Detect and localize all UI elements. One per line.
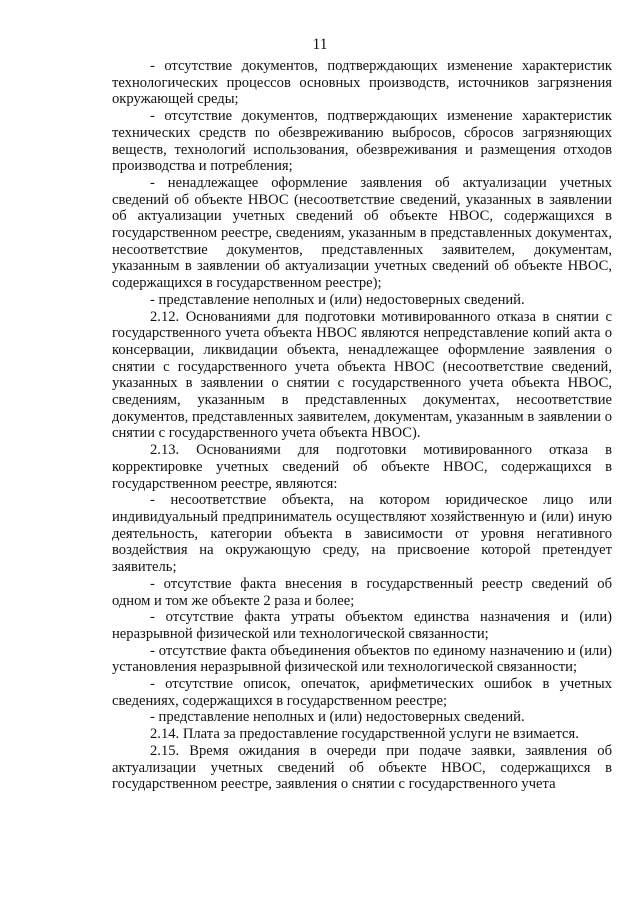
paragraph-unity-loss: - отсутствие факта утраты объектом единства назначения и (или) неразрывной физической или технологической связанности; — [112, 609, 612, 642]
paragraph-typos: - отсутствие описок, опечаток, арифметических ошибок в учетных сведениях, содержащихся в государственном реестре; — [112, 676, 612, 709]
paragraph-missing-equipment-docs: - отсутствие документов, подтверждающих изменение характеристик технических средств по обезвреживанию выбросов, сбросов загрязняющих веществ, технологий использования, обезвреживания и размещения отходов производства и потребления; — [112, 108, 612, 175]
paragraph-incomplete-info-2: - представление неполных и (или) недостоверных сведений. — [150, 709, 525, 726]
paragraph-section-2-12: 2.12. Основаниями для подготовки мотивированного отказа в снятии с государственного учета объекта НВОС являются непредставление копий акта о консервации, ликвидации объекта, ненадлежащее оформление заявления о снятии с государственного учета объекта НВОС (несоответствие сведений, указанных в заявлении о снятии с государственного учета объекта НВОС, сведениям, указанным в представленных документах, несоответствие документов, представленных заявителем, документам, указанным в заявлении о снятии с государственного учета объекта НВОС). — [112, 308, 612, 442]
page-number: 11 — [312, 36, 328, 53]
document-body — [112, 58, 612, 793]
paragraph-category-mismatch: - несоответствие объекта, на котором юридическое лицо или индивидуальный предприниматель осуществляют хозяйственную и (или) иную деятельность, категории объекта в зависимости от уровня негативного воздействия на окружающую среду, на присвоение которой претендует заявитель; — [112, 492, 612, 576]
paragraph-missing-process-docs: - отсутствие документов, подтверждающих изменение характеристик технологических процессов основных производств, источников загрязнения окружающей среды; — [112, 58, 612, 108]
paragraph-section-2-14: 2.14. Плата за предоставление государственной услуги не взимается. — [150, 726, 579, 743]
paragraph-incomplete-info: - представление неполных и (или) недостоверных сведений. — [150, 291, 525, 308]
paragraph-section-2-15: 2.15. Время ожидания в очереди при подаче заявки, заявления об актуализации учетных сведений об объекте НВОС, содержащихся в государственном реестре, заявления о снятии с государственного учета — [112, 742, 612, 793]
paragraph-duplicate-entry: - отсутствие факта внесения в государственный реестр сведений об одном и том же объекте 2 раза и более; — [112, 575, 612, 609]
paragraph-section-2-13: 2.13. Основаниями для подготовки мотивированного отказа в корректировке учетных сведений об объекте НВОС, содержащихся в государственном реестре, являются: — [112, 442, 612, 492]
paragraph-merge-fact: - отсутствие факта объединения объектов по единому назначению и (или) установления неразрывной физической или технологической связанности; — [112, 642, 612, 676]
paragraph-improper-update-application: - ненадлежащее оформление заявления об актуализации учетных сведений об объекте НВОС (несоответствие сведений, указанных в заявлении об актуализации учетных сведений об объекте НВОС, содержащихся в государственном реестре, сведениям, указанным в представленных документах, несоответствие документов, представленных заявителем, документам, указанным в заявлении об актуализации учетных сведений об объекте НВОС, содержащихся в государственном реестре); — [112, 174, 612, 292]
